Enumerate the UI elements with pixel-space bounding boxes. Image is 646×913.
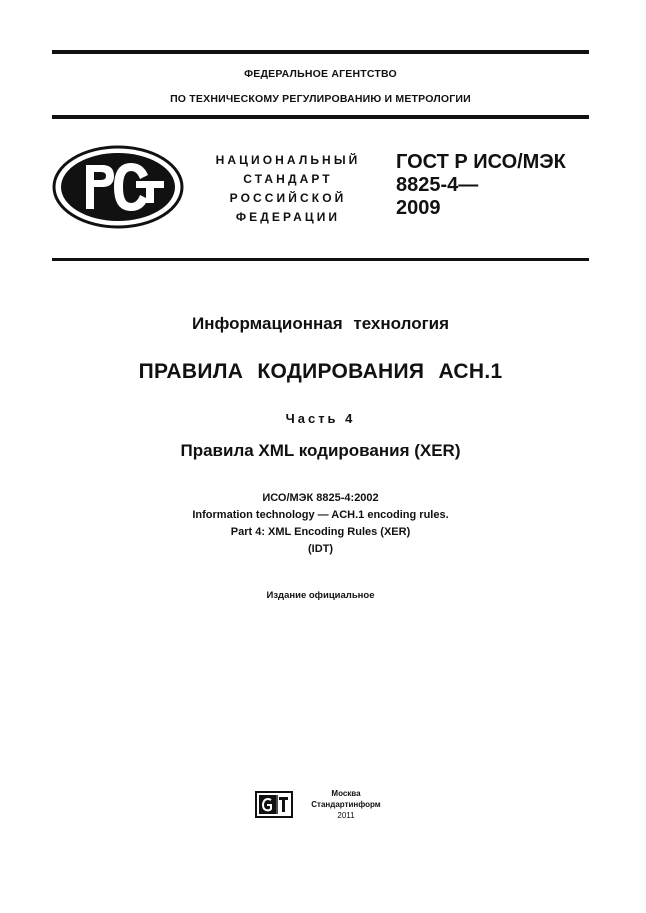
- publisher-logo-icon: [255, 791, 293, 818]
- bottom-rule: [52, 258, 589, 261]
- gost-line-1: ГОСТ Р ИСО/МЭК: [396, 151, 566, 173]
- agency-line-1: ФЕДЕРАЛЬНОЕ АГЕНТСТВО: [244, 68, 397, 80]
- top-rule: [52, 50, 589, 54]
- international-standard-block: [52, 490, 589, 558]
- gost-line-2: 8825-4—: [396, 174, 479, 196]
- intl-title-en: Information technology — ACH.1 encoding rules.: [192, 509, 449, 521]
- intl-code: ИСО/МЭК 8825-4:2002: [262, 492, 379, 504]
- intl-idt: (IDT): [307, 543, 334, 555]
- publisher-city: Москва: [331, 789, 361, 798]
- national-standard-line-4: ФЕДЕРАЦИИ: [235, 210, 341, 224]
- national-standard-line-1: НАЦИОНАЛЬНЫЙ: [215, 153, 361, 167]
- publisher-year: 2011: [337, 811, 355, 820]
- document-title-2: ПРАВИЛА КОДИРОВАНИЯ АСН.1: [138, 360, 503, 383]
- rst-certification-logo-icon: [52, 145, 184, 229]
- publisher-name: Стандартинформ: [311, 800, 381, 809]
- national-standard-label: [203, 151, 373, 227]
- edition-label: Издание официальное: [266, 590, 375, 601]
- middle-rule: [52, 115, 589, 119]
- national-standard-line-3: РОССИЙСКОЙ: [229, 191, 347, 205]
- part-label: Часть 4: [285, 411, 356, 426]
- agency-line-2: ПО ТЕХНИЧЕСКОМУ РЕГУЛИРОВАНИЮ И МЕТРОЛОГИИ: [170, 93, 471, 105]
- publisher-block: [300, 788, 392, 821]
- gost-designation: [396, 151, 596, 220]
- part-title: Правила XML кодирования (XER): [180, 441, 461, 460]
- intl-part-en: Part 4: XML Encoding Rules (XER): [230, 526, 411, 538]
- gost-line-3: 2009: [396, 197, 441, 219]
- document-title-1: Информационная технология: [191, 314, 450, 333]
- national-standard-line-2: СТАНДАРТ: [243, 172, 333, 186]
